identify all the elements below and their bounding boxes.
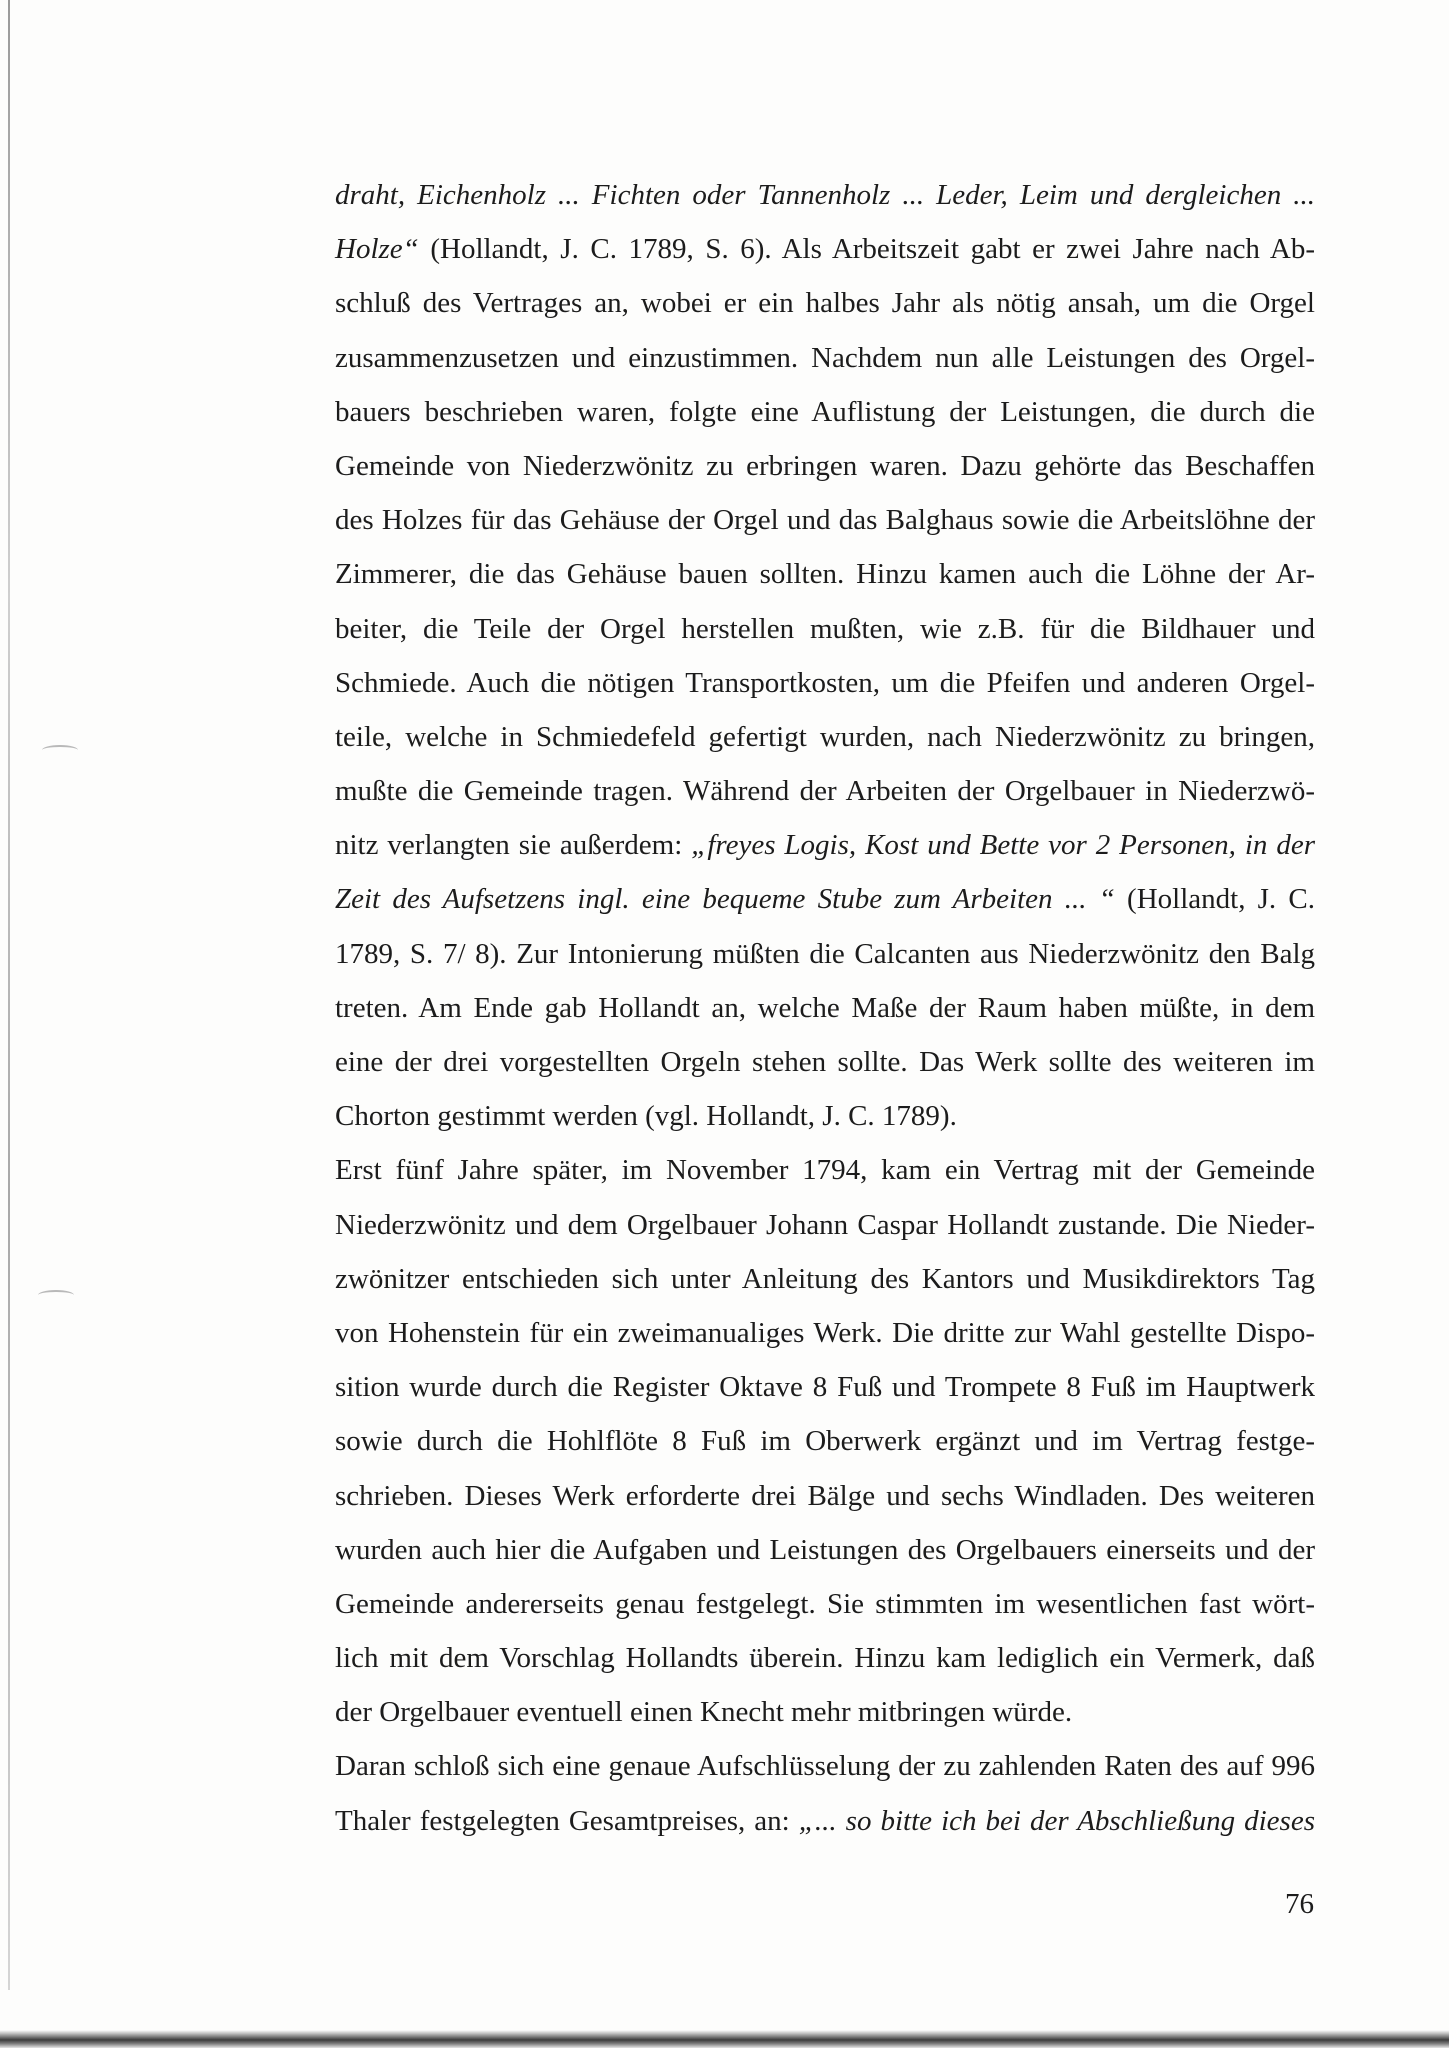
text-run: beiter, die Teile der Orgel herstellen mußten, wie z.B. für die Bildhauer und [335,612,1315,645]
scan-speck [42,745,78,755]
text-line [335,547,1315,601]
text-run: lich mit dem Vorschlag Hollandts überein. Hinzu kam lediglich ein Vermerk, daß [335,1642,1315,1675]
text-run: teile, welche in Schmiedefeld gefertigt wurden, nach Niederzwönitz zu bringen, [335,720,1315,753]
text-line [335,1577,1315,1631]
text-run: schrieben. Dieses Werk erforderte drei Bälge und sechs Windladen. Des weiteren [335,1479,1315,1512]
text-line [335,1360,1315,1414]
text-line [335,1794,1315,1848]
text-line [335,1035,1315,1089]
text-run: Thaler festgelegten Gesamtpreises, an: [335,1804,799,1837]
text-line [335,764,1315,818]
italic-quote: „freyes Logis, Kost und Bette vor 2 Personen, in der [691,829,1315,862]
text-line [335,1143,1315,1197]
text-line [335,385,1315,439]
text-line [335,1523,1315,1577]
text-line [335,168,1315,222]
scan-speck [38,1290,74,1300]
text-line [335,1685,1315,1739]
italic-quote: Holze“ [335,233,419,266]
text-line [335,927,1315,981]
text-line [335,872,1315,926]
text-run: eine der drei vorgestellten Orgeln stehen sollte. Das Werk sollte des weiteren im [335,1046,1315,1078]
text-line [335,1469,1315,1523]
text-line [335,1306,1315,1360]
page-number: 76 [1285,1888,1314,1920]
text-line [335,1414,1315,1468]
text-run: Gemeinde andererseits genau festgelegt. Sie stimmten im wesentlichen fast wört- [335,1587,1315,1620]
text-line [335,1198,1315,1252]
text-line [335,710,1315,764]
text-run: treten. Am Ende gab Hollandt an, welche Maße der Raum haben müßte, in dem [335,991,1315,1024]
text-run: Chorton gestimmt werden (vgl. Hollandt, J. C. 1789). [335,1100,957,1133]
text-run: nitz verlangten sie außerdem: [335,829,692,862]
text-line [335,1252,1315,1306]
text-line [335,493,1315,547]
text-run: bauers beschrieben waren, folgte eine Auflistung der Leistungen, die durch die [335,395,1315,428]
text-line [335,602,1315,656]
text-run: Niederzwönitz und dem Orgelbauer Johann Caspar Hollandt zustande. Die Nieder- [335,1208,1315,1241]
text-run: der Orgelbauer eventuell einen Knecht mehr mitbringen würde. [335,1696,1073,1729]
text-run: schluß des Vertrages an, wobei er ein halbes Jahr als nötig ansah, um die Orgel [335,287,1315,320]
text-run: Zimmerer, die das Gehäuse bauen sollten. Hinzu kamen auch die Löhne der Ar- [335,558,1315,591]
scan-left-edge [8,0,10,1990]
text-line [335,1631,1315,1685]
text-line [335,818,1315,872]
text-run: zwönitzer entschieden sich unter Anleitung des Kantors und Musikdirektors Tag [335,1262,1315,1295]
text-run: (Hollandt, J. C. 1789, S. 6). Als Arbeitszeit gabt er zwei Jahre nach Ab- [418,233,1315,266]
text-line [335,1089,1315,1143]
italic-quote: „... so bitte ich bei der Abschließung dieses [798,1804,1315,1837]
text-run: zusammenzusetzen und einzustimmen. Nachdem nun alle Leistungen des Orgel- [335,341,1315,374]
text-run: wurden auch hier die Aufgaben und Leistungen des Orgelbauers einerseits und der [335,1533,1315,1566]
text-line [335,222,1315,276]
text-run: von Hohenstein für ein zweimanualiges Werk. Die dritte zur Wahl gestellte Dispo- [335,1316,1315,1349]
text-run: 1789, S. 7/ 8). Zur Intonierung müßten die Calcanten aus Niederzwönitz den Balg [335,937,1315,970]
text-run: Schmiede. Auch die nötigen Transportkosten, um die Pfeifen und anderen Orgel- [335,666,1315,699]
text-run: Daran schloß sich eine genaue Aufschlüsselung der zu zahlenden Raten des auf 996 [335,1750,1315,1783]
italic-quote: draht, Eichenholz ... Fichten oder Tannenholz ... Leder, Leim und dergleichen ... [335,179,1315,211]
text-line [335,276,1315,330]
text-run: Erst fünf Jahre später, im November 1794, kam ein Vertrag mit der Gemeinde [335,1154,1315,1187]
text-line [335,1739,1315,1793]
text-line [335,981,1315,1035]
text-line [335,331,1315,385]
italic-quote: Zeit des Aufsetzens ingl. eine bequeme Stube zum Arbeiten ... “ [335,883,1115,916]
text-line [335,656,1315,710]
text-run: Gemeinde von Niederzwönitz zu erbringen waren. Dazu gehörte das Beschaffen [335,449,1315,482]
text-run: sition wurde durch die Register Oktave 8 Fuß und Trompete 8 Fuß im Hauptwerk [335,1371,1315,1404]
text-run: des Holzes für das Gehäuse der Orgel und das Balghaus sowie die Arbeitslöhne der [335,504,1315,537]
scan-bottom-edge [0,2030,1449,2048]
text-line [335,439,1315,493]
text-run: mußte die Gemeinde tragen. Während der Arbeiten der Orgelbauer in Niederzwö- [335,775,1315,808]
body-text [335,168,1315,1848]
text-run: (Hollandt, J. C. [1114,883,1315,916]
text-run: sowie durch die Hohlflöte 8 Fuß im Oberwerk ergänzt und im Vertrag festge- [335,1425,1315,1458]
